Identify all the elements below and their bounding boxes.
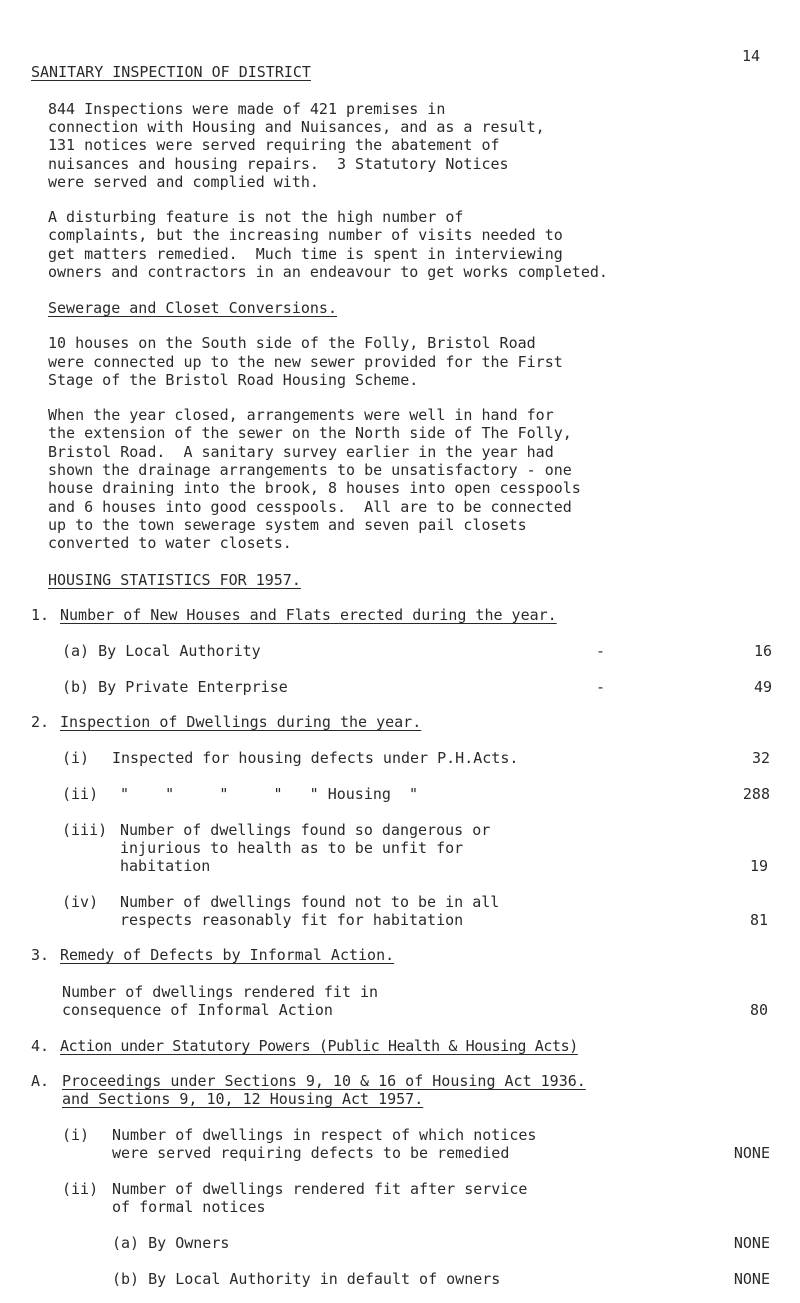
item-value: 80	[749, 1001, 768, 1019]
item-value: NONE	[733, 1144, 770, 1162]
item-label: (a) By Local Authority	[62, 642, 261, 660]
item-text: Number of dwellings in respect of which notices	[112, 1126, 537, 1144]
subsection-title: Proceedings under Sections 9, 10 & 16 of Housing Act 1936.	[62, 1072, 586, 1090]
subsection-number: A.	[31, 1072, 50, 1090]
text-line: and 6 houses into good cesspools. All are to be connected	[48, 498, 572, 516]
item-number: (ii)	[62, 785, 99, 803]
section-number: 4.	[31, 1037, 50, 1055]
item-text: habitation	[120, 857, 211, 875]
item-text: consequence of Informal Action	[62, 1001, 333, 1019]
text-line: up to the town sewerage system and seven pail closets	[48, 516, 527, 534]
text-line: connection with Housing and Nuisances, and as a result,	[48, 118, 545, 136]
text-line: 10 houses on the South side of the Folly, Bristol Road	[48, 334, 536, 352]
dash: -	[596, 678, 606, 696]
section-title: Action under Statutory Powers (Public Health & Housing Acts)	[60, 1037, 578, 1055]
text-line: shown the drainage arrangements to be unsatisfactory - one	[48, 461, 572, 479]
item-number: (iii)	[62, 821, 108, 839]
item-text: Inspected for housing defects under P.H.Acts.	[112, 749, 519, 767]
item-text: Number of dwellings rendered fit in	[62, 983, 379, 1001]
item-text: " " " " " Housing "	[120, 785, 419, 803]
text-line: house draining into the brook, 8 houses into open cesspools	[48, 479, 581, 497]
item-value: NONE	[733, 1270, 770, 1288]
item-value: 19	[749, 857, 768, 875]
item-value: 32	[751, 749, 770, 767]
item-text: were served requiring defects to be remedied	[112, 1144, 510, 1162]
item-number: (i)	[62, 1126, 90, 1144]
item-text: respects reasonably fit for habitation	[120, 911, 464, 929]
section-number: 1.	[31, 606, 50, 624]
item-value: 49	[753, 678, 772, 696]
statistics-heading: HOUSING STATISTICS FOR 1957.	[48, 571, 301, 589]
text-line: nuisances and housing repairs. 3 Statutory Notices	[48, 155, 509, 173]
section-title: Number of New Houses and Flats erected during the year.	[60, 606, 557, 624]
item-label: (b) By Private Enterprise	[62, 678, 288, 696]
item-number: (iv)	[62, 893, 99, 911]
text-line: were connected up to the new sewer provided for the First	[48, 353, 563, 371]
text-line: Bristol Road. A sanitary survey earlier in the year had	[48, 443, 554, 461]
text-line: complaints, but the increasing number of visits needed to	[48, 226, 563, 244]
item-text: Number of dwellings rendered fit after service	[112, 1180, 528, 1198]
item-value: NONE	[733, 1234, 770, 1252]
item-value: 288	[742, 785, 770, 803]
section-title: Remedy of Defects by Informal Action.	[60, 946, 395, 964]
item-value: 16	[753, 642, 772, 660]
item-text: injurious to health as to be unfit for	[120, 839, 464, 857]
page-title: SANITARY INSPECTION OF DISTRICT	[31, 63, 311, 81]
text-line: Stage of the Bristol Road Housing Scheme.	[48, 371, 419, 389]
text-line: converted to water closets.	[48, 534, 292, 552]
text-line: the extension of the sewer on the North side of The Folly,	[48, 424, 572, 442]
item-label: (a) By Owners	[112, 1234, 230, 1252]
item-value: 81	[749, 911, 768, 929]
item-text: Number of dwellings found not to be in all	[120, 893, 500, 911]
subsection-title: and Sections 9, 10, 12 Housing Act 1957.	[62, 1090, 424, 1108]
text-line: A disturbing feature is not the high number of	[48, 208, 464, 226]
item-label: (b) By Local Authority in default of owners	[112, 1270, 501, 1288]
text-line: get matters remedied. Much time is spent in interviewing	[48, 245, 563, 263]
section-number: 3.	[31, 946, 50, 964]
page-number: 14	[742, 47, 761, 65]
section-number: 2.	[31, 713, 50, 731]
dash: -	[596, 642, 606, 660]
sewerage-heading: Sewerage and Closet Conversions.	[48, 299, 337, 317]
text-line: 131 notices were served requiring the abatement of	[48, 136, 500, 154]
text-line: When the year closed, arrangements were well in hand for	[48, 406, 554, 424]
item-number: (ii)	[62, 1180, 99, 1198]
item-number: (i)	[62, 749, 90, 767]
item-text: Number of dwellings found so dangerous or	[120, 821, 491, 839]
text-line: 844 Inspections were made of 421 premises in	[48, 100, 446, 118]
section-title: Inspection of Dwellings during the year.	[60, 713, 422, 731]
item-text: of formal notices	[112, 1198, 266, 1216]
text-line: owners and contractors in an endeavour to get works completed.	[48, 263, 608, 281]
text-line: were served and complied with.	[48, 173, 319, 191]
